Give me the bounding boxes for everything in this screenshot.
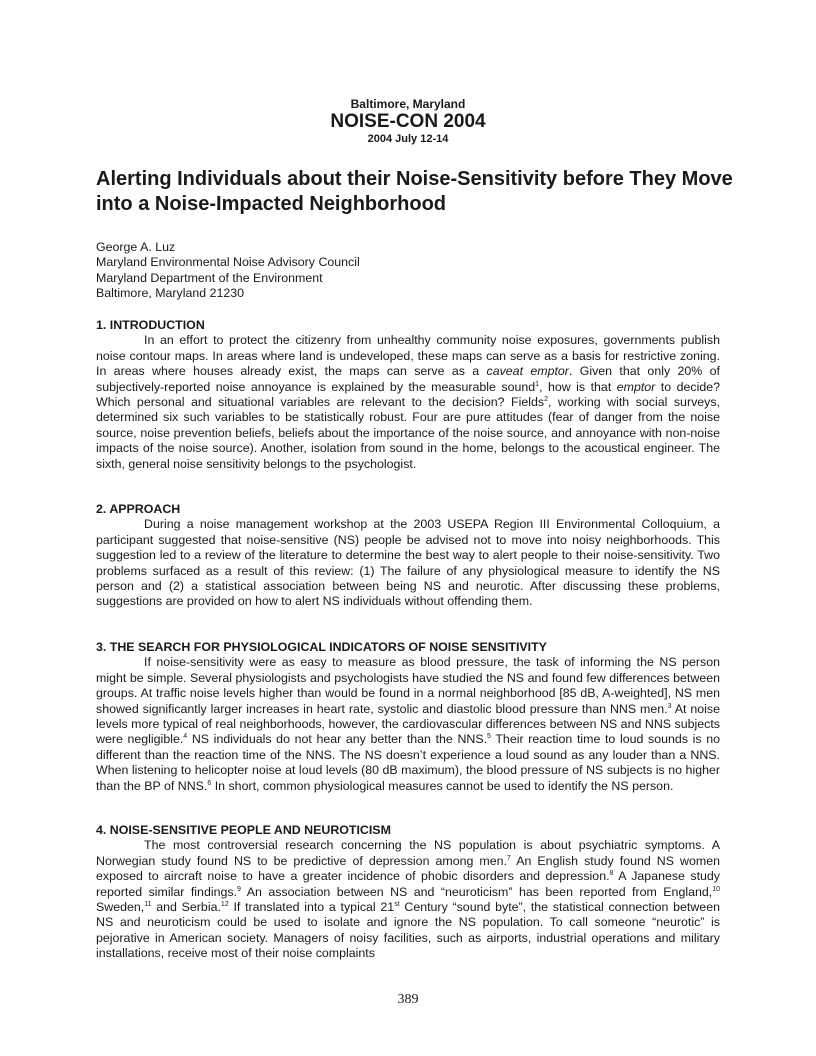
paper-title: Alerting Individuals about their Noise-Sensitivity before They Move into a Noise-Impacted Neighborhood xyxy=(96,168,733,215)
body-text: An association between NS and “neuroticism” has been reported from England, xyxy=(240,884,713,899)
body-text: . Given that only 20% of subjectively-reported noise annoyance is explained by the measurable sound xyxy=(96,364,720,394)
footnote-ref: 11 xyxy=(144,900,152,908)
body-text: If translated into a typical 21 xyxy=(228,900,395,915)
author-block xyxy=(96,240,360,302)
body-text: If noise-sensitivity were as easy to measure as blood pressure, the task of informing the NS person might be simple. Several physiologists and psychologists have studied the NS and found few differences between groups. At traffic noise levels higher than would be found in a normal neighborhood [85 dB, A-weighted], NS men showed significantly larger increases in heart rate, systolic and diastolic blood pressure than NNS men. xyxy=(96,655,720,716)
section-body xyxy=(96,517,720,609)
author-name: George A. Luz xyxy=(96,240,176,254)
emphasis-text: caveat emptor xyxy=(486,364,569,379)
body-text: Century “sound byte”, the statistical connection between NS and neuroticism could be used to isolate and ignore the NS population. To call someone “neurotic” is pejorative in American society. Managers of noisy facilities, such as airports, industrial operations and military installations, receive most of their noise complaints xyxy=(96,900,720,961)
body-text: NS individuals do not hear any better than the NNS. xyxy=(187,732,488,747)
author-affiliation: Maryland Environmental Noise Advisory Council xyxy=(96,255,360,270)
section-body xyxy=(96,333,720,472)
section-neuroticism xyxy=(96,823,720,962)
section-heading: 1. INTRODUCTION xyxy=(96,318,205,332)
page-number: 389 xyxy=(397,992,419,1007)
footnote-ref: 1 xyxy=(535,380,540,388)
section-heading: 4. NOISE-SENSITIVE PEOPLE AND NEUROTICISM xyxy=(96,823,391,837)
footnote-ref: 7 xyxy=(506,854,511,862)
conference-date: 2004 July 12-14 xyxy=(367,133,449,145)
section-heading: 3. THE SEARCH FOR PHYSIOLOGICAL INDICATORS OF NOISE SENSITIVITY xyxy=(96,640,547,654)
footnote-ref: 4 xyxy=(183,733,188,741)
footnote-ref: 12 xyxy=(220,900,229,908)
author-affiliation: Maryland Department of the Environment xyxy=(96,270,323,285)
author-address: Baltimore, Maryland 21230 xyxy=(96,286,245,301)
body-text: Their reaction time to loud sounds is no different than the reaction time of the NNS. The NS doesn’t experience a loud sound as any louder than a NNS. When listening to helicopter noise at loud levels (80 dB maximum), the blood pressure of NS subjects is no higher than the BP of NNS. xyxy=(96,732,720,793)
footnote-ref: 9 xyxy=(237,885,241,893)
section-heading: 2. APPROACH xyxy=(96,502,181,516)
body-text: and Serbia. xyxy=(151,900,221,915)
body-text: At noise levels more typical of real neighborhoods, however, the cardiovascular differences between NS and NNS subjects were negligible. xyxy=(96,701,720,747)
body-text: An English study found NS women exposed to aircraft noise to have a greater incidence of phobic disorders and depression. xyxy=(96,853,720,884)
section-approach xyxy=(96,502,720,610)
emphasis-text: emptor xyxy=(616,379,656,394)
footnote-ref: st xyxy=(394,900,400,908)
footnote-ref: 5 xyxy=(487,733,491,741)
conference-location: Baltimore, Maryland xyxy=(350,97,466,111)
body-text: In short, common physiological measures cannot be used to identify the NS person. xyxy=(211,778,674,793)
body-text: , how is that xyxy=(539,379,617,394)
body-text: to decide? Which personal and situational variables are relevant to the decision? Fields xyxy=(96,379,721,410)
body-text: , working with social surveys, determined six such variables to be statistically robust. Four are pure attitudes (fear of danger from the noise source, noise prevention beliefs, beliefs about the importance of the noise source, and annoyance with non-noise impacts of the noise source). Another, isolation from sound in the home, belongs to the acoustical engineer. The sixth, general noise sensitivity belongs to the psychologist. xyxy=(96,395,720,471)
footnote-ref: 8 xyxy=(609,870,614,878)
footnote-ref: 2 xyxy=(544,395,548,403)
footnote-ref: 10 xyxy=(712,885,720,893)
body-text: Sweden, xyxy=(96,900,145,915)
conference-name: NOISE-CON 2004 xyxy=(330,111,486,132)
section-physiological-indicators xyxy=(96,640,720,794)
footnote-ref: 6 xyxy=(207,779,212,787)
section-introduction xyxy=(96,318,720,472)
body-text: The most controversial research concerning the NS population is about psychiatric symptoms. A Norwegian study found NS to be predictive of depression among men. xyxy=(96,838,720,868)
footnote-ref: 3 xyxy=(667,702,672,710)
body-text: During a noise management workshop at the 2003 USEPA Region III Environmental Colloquium, a participant suggested that noise-sensitive (NS) people be advised not to move into noisy neighborhoods. This suggestion led to a review of the literature to determine the best way to alert people to their noise-sensitivity. Two problems surfaced as a result of this review: (1) The failure of any physiological measure to identify the NS person and (2) a statistical association between being NS and neurotic. After discussing these problems, suggestions are provided on how to alert NS individuals without offending them. xyxy=(96,517,720,609)
conference-header xyxy=(0,97,816,146)
section-body xyxy=(96,655,720,794)
section-body xyxy=(96,838,720,961)
body-text: A Japanese study reported similar findings. xyxy=(96,869,720,899)
body-text: In an effort to protect the citizenry from unhealthy community noise exposures, governments publish noise contour maps. In areas where land is undeveloped, these maps can serve as a basis for restrictive zoning. In areas where houses already exist, the maps can serve as a xyxy=(96,333,720,379)
